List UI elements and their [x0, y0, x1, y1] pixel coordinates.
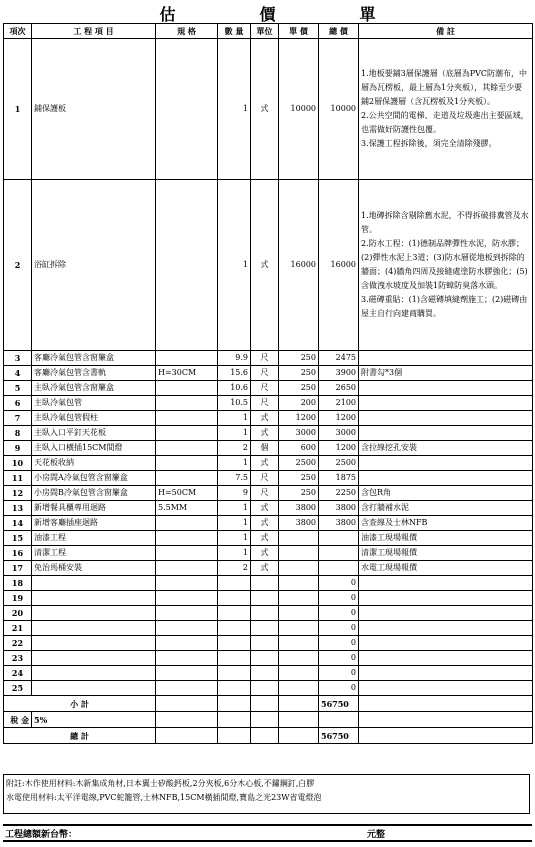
row-item: 主臥入口橫插15CM間燈: [32, 441, 156, 456]
row-price: 600: [279, 441, 319, 456]
table-row: [4, 486, 533, 501]
row-unit: [251, 681, 279, 696]
row-note: [359, 411, 533, 426]
row-qty: 1: [218, 426, 251, 441]
row-note: [359, 456, 533, 471]
row-unit: 尺: [251, 486, 279, 501]
row-spec: [156, 441, 218, 456]
row-unit: 式: [251, 516, 279, 531]
row-unit: [251, 591, 279, 606]
row-price: 250: [279, 486, 319, 501]
row-no: 10: [4, 456, 32, 471]
row-unit: 式: [251, 531, 279, 546]
row-item: 主臥入口平釘天花板: [32, 426, 156, 441]
row-item: 新增客廳插座迴路: [32, 516, 156, 531]
row-price: [279, 606, 319, 621]
row-spec: H=30CM: [156, 366, 218, 381]
row-total: 2250: [319, 486, 359, 501]
table-row: [4, 381, 533, 396]
row-unit: [251, 621, 279, 636]
table-row: [4, 366, 533, 381]
row-qty: 2: [218, 441, 251, 456]
subtotal-label: 小 計: [4, 696, 156, 712]
row-spec: [156, 426, 218, 441]
header-spec: 規 格: [156, 24, 218, 39]
footnote-line-1: 附註:木作使用材料:木新集成角材,日本翼士矽酸鈣板,2分夾板,6分木心板,不鏽鋼釘,白膠: [6, 779, 315, 788]
row-unit: 式: [251, 501, 279, 516]
row-item: 天花板收納: [32, 456, 156, 471]
table-row: [4, 531, 533, 546]
row-no: 3: [4, 351, 32, 366]
row-qty: [218, 576, 251, 591]
row-item: [32, 621, 156, 636]
row-spec: [156, 516, 218, 531]
row-price: 250: [279, 351, 319, 366]
tax-label: 稅 金: [4, 712, 32, 728]
row-total: 3800: [319, 516, 359, 531]
grand-blank: [251, 728, 279, 744]
row-price: 3800: [279, 516, 319, 531]
table-row: [4, 351, 533, 366]
row-no: 19: [4, 591, 32, 606]
row-item: 浴缸拆除: [32, 180, 156, 351]
project-total-line: [3, 824, 532, 842]
row-note: 含查線及士林NFB: [359, 516, 533, 531]
table-row: [4, 180, 533, 351]
header-item: 工 程 項 目: [32, 24, 156, 39]
table-row: [4, 651, 533, 666]
row-item: 主臥冷氣包管含窗簾盒: [32, 381, 156, 396]
row-qty: [218, 621, 251, 636]
row-no: 7: [4, 411, 32, 426]
row-note: [359, 681, 533, 696]
row-spec: [156, 39, 218, 180]
row-qty: [218, 591, 251, 606]
row-unit: 式: [251, 561, 279, 576]
header-qty: 數 量: [218, 24, 251, 39]
row-no: 6: [4, 396, 32, 411]
tax-blank: [279, 712, 319, 728]
row-total: 0: [319, 591, 359, 606]
row-unit: 尺: [251, 366, 279, 381]
table-row: [4, 666, 533, 681]
row-qty: 1: [218, 411, 251, 426]
row-unit: [251, 651, 279, 666]
row-total: 1200: [319, 441, 359, 456]
row-item: [32, 636, 156, 651]
row-qty: 7.5: [218, 471, 251, 486]
row-no: 5: [4, 381, 32, 396]
row-no: 21: [4, 621, 32, 636]
row-spec: [156, 531, 218, 546]
row-note: [359, 396, 533, 411]
project-total-label: 工程總額新台幣：: [5, 830, 78, 840]
row-spec: [156, 381, 218, 396]
grand-blank: [279, 728, 319, 744]
row-spec: H=50CM: [156, 486, 218, 501]
row-note: [359, 576, 533, 591]
row-qty: 1: [218, 39, 251, 180]
tax-blank: [251, 712, 279, 728]
row-qty: [218, 651, 251, 666]
subtotal-blank: [218, 696, 251, 712]
subtotal-value: 56750: [319, 696, 359, 712]
header-unit: 單位: [251, 24, 279, 39]
row-price: [279, 546, 319, 561]
row-price: 200: [279, 396, 319, 411]
summary-body: [4, 696, 533, 744]
row-spec: [156, 651, 218, 666]
grand-total-value: 56750: [319, 728, 359, 744]
row-qty: 1: [218, 180, 251, 351]
row-unit: [251, 666, 279, 681]
row-spec: [156, 591, 218, 606]
row-note: [359, 606, 533, 621]
table-row: [4, 396, 533, 411]
table-row: [4, 681, 533, 696]
header-price: 單 價: [279, 24, 319, 39]
row-note: [359, 621, 533, 636]
row-no: 12: [4, 486, 32, 501]
row-item: 免治馬桶安裝: [32, 561, 156, 576]
row-price: 16000: [279, 180, 319, 351]
table-row: [4, 39, 533, 180]
header-no: 項次: [4, 24, 32, 39]
row-total: 3800: [319, 501, 359, 516]
row-spec: [156, 666, 218, 681]
row-qty: 10.5: [218, 396, 251, 411]
row-note: [359, 636, 533, 651]
row-item: 清潔工程: [32, 546, 156, 561]
row-unit: 個: [251, 441, 279, 456]
row-no: 16: [4, 546, 32, 561]
title-char-1: 估: [159, 5, 176, 24]
row-note: [359, 471, 533, 486]
row-spec: [156, 576, 218, 591]
row-item: 新增餐具櫃專用迴路: [32, 501, 156, 516]
row-qty: 2: [218, 561, 251, 576]
row-item: 客廳冷氣包管含窗簾盒: [32, 351, 156, 366]
row-price: [279, 576, 319, 591]
row-note: 含打牆補水泥: [359, 501, 533, 516]
row-no: 15: [4, 531, 32, 546]
row-note: [359, 666, 533, 681]
row-qty: 1: [218, 501, 251, 516]
row-price: [279, 591, 319, 606]
row-price: [279, 561, 319, 576]
footnote-line-2: 水電使用材料:太平洋電線,PVC蛇籠管,士林NFB,15CM橫插間燈,寶島之光23W省電燈泡: [6, 793, 322, 802]
row-spec: [156, 546, 218, 561]
row-spec: [156, 411, 218, 426]
row-total: 16000: [319, 180, 359, 351]
row-no: 22: [4, 636, 32, 651]
project-total-unit: 元整: [367, 830, 386, 840]
row-spec: [156, 471, 218, 486]
row-price: 250: [279, 471, 319, 486]
table-body: [4, 39, 533, 696]
row-item: 油漆工程: [32, 531, 156, 546]
document-title: [0, 2, 535, 22]
row-price: 10000: [279, 39, 319, 180]
row-item: [32, 576, 156, 591]
row-note: [359, 651, 533, 666]
row-unit: 尺: [251, 471, 279, 486]
row-note: 附書勾*3個: [359, 366, 533, 381]
row-unit: 式: [251, 426, 279, 441]
subtotal-blank: [359, 696, 533, 712]
row-qty: [218, 681, 251, 696]
row-no: 14: [4, 516, 32, 531]
row-no: 1: [4, 39, 32, 180]
row-unit: 式: [251, 39, 279, 180]
table-row: [4, 621, 533, 636]
row-total: [319, 531, 359, 546]
row-price: [279, 636, 319, 651]
row-unit: [251, 606, 279, 621]
row-price: [279, 681, 319, 696]
row-item: 鋪保護板: [32, 39, 156, 180]
title-char-2: 價: [259, 5, 276, 24]
table-row: [4, 546, 533, 561]
row-total: 0: [319, 636, 359, 651]
row-price: [279, 621, 319, 636]
row-no: 11: [4, 471, 32, 486]
row-total: [319, 561, 359, 576]
row-spec: [156, 621, 218, 636]
row-total: 3000: [319, 426, 359, 441]
table-row: [4, 426, 533, 441]
row-note: 清潔工現場報價: [359, 546, 533, 561]
row-note: [359, 381, 533, 396]
row-unit: 尺: [251, 396, 279, 411]
row-note: 含包R角: [359, 486, 533, 501]
grand-blank: [156, 728, 218, 744]
tax-blank: [319, 712, 359, 728]
table-row: [4, 501, 533, 516]
row-item: [32, 666, 156, 681]
row-total: 2100: [319, 396, 359, 411]
row-total: 2500: [319, 456, 359, 471]
row-total: 3900: [319, 366, 359, 381]
row-total: 0: [319, 621, 359, 636]
header-row: [4, 24, 533, 39]
row-note: 油漆工現場報價: [359, 531, 533, 546]
row-no: 20: [4, 606, 32, 621]
row-item: [32, 606, 156, 621]
row-qty: 1: [218, 456, 251, 471]
row-total: 10000: [319, 39, 359, 180]
row-note: 水電工現場報價: [359, 561, 533, 576]
row-no: 23: [4, 651, 32, 666]
row-price: [279, 666, 319, 681]
tax-blank: [359, 712, 533, 728]
row-note: 1.地磚拆除含剔除舊水泥，不得拆破排糞管及水管。 2.防水工程：(1)德制品牌彈性水泥，防水膠；(2)彈性水泥上3道；(3)防水層從地板到拆除的牆面；(4)牆角四周及接縫處塗防水膠強化；(5)含做洩水坡度及加裝1防蟑防臭落水頭。 3.磁磚重貼：(1)含磁磚填縫劑施工；(2)磁磚由屋主自行向建商購買。: [359, 180, 533, 351]
table-row: [4, 516, 533, 531]
table-row: [4, 456, 533, 471]
grand-total-label: 總 計: [4, 728, 156, 744]
header-note: 備 註: [359, 24, 533, 39]
row-no: 17: [4, 561, 32, 576]
table-row: [4, 471, 533, 486]
row-item: 小房間A冷氣包管含窗簾盒: [32, 471, 156, 486]
table-row: [4, 411, 533, 426]
subtotal-row: [4, 696, 533, 712]
row-item: 小房間B冷氣包管含窗簾盒: [32, 486, 156, 501]
row-no: 9: [4, 441, 32, 456]
row-total: 0: [319, 651, 359, 666]
row-total: 2650: [319, 381, 359, 396]
row-spec: [156, 351, 218, 366]
subtotal-blank: [251, 696, 279, 712]
row-unit: 式: [251, 411, 279, 426]
row-no: 4: [4, 366, 32, 381]
row-total: 2475: [319, 351, 359, 366]
row-item: 主臥冷氣包管: [32, 396, 156, 411]
row-qty: 9: [218, 486, 251, 501]
row-qty: [218, 666, 251, 681]
row-spec: [156, 561, 218, 576]
row-qty: 15.6: [218, 366, 251, 381]
row-item: 客廳冷氣包管含書軌: [32, 366, 156, 381]
row-no: 8: [4, 426, 32, 441]
tax-blank: [218, 712, 251, 728]
subtotal-blank: [156, 696, 218, 712]
row-unit: [251, 576, 279, 591]
row-total: 0: [319, 666, 359, 681]
table-row: [4, 441, 533, 456]
row-spec: [156, 681, 218, 696]
header-total: 總 價: [319, 24, 359, 39]
grand-blank: [218, 728, 251, 744]
row-spec: [156, 456, 218, 471]
table-row: [4, 561, 533, 576]
subtotal-blank: [279, 696, 319, 712]
row-qty: 9.9: [218, 351, 251, 366]
row-total: 0: [319, 606, 359, 621]
row-no: 2: [4, 180, 32, 351]
row-unit: [251, 636, 279, 651]
row-spec: [156, 180, 218, 351]
row-item: 主臥冷氣包管假柱: [32, 411, 156, 426]
row-total: 1200: [319, 411, 359, 426]
row-item: [32, 651, 156, 666]
row-spec: [156, 636, 218, 651]
table-row: [4, 606, 533, 621]
row-qty: 1: [218, 546, 251, 561]
row-no: 18: [4, 576, 32, 591]
row-qty: [218, 606, 251, 621]
row-price: 3800: [279, 501, 319, 516]
row-note: [359, 591, 533, 606]
row-price: [279, 651, 319, 666]
row-total: 0: [319, 576, 359, 591]
row-spec: [156, 396, 218, 411]
row-total: 1875: [319, 471, 359, 486]
footnote: [3, 774, 530, 814]
row-unit: 式: [251, 546, 279, 561]
row-unit: 式: [251, 180, 279, 351]
row-price: 2500: [279, 456, 319, 471]
row-price: [279, 531, 319, 546]
row-qty: 1: [218, 516, 251, 531]
row-qty: 1: [218, 531, 251, 546]
row-note: 含拉線挖孔安裝: [359, 441, 533, 456]
quote-table: [3, 23, 533, 744]
row-total: 0: [319, 681, 359, 696]
row-no: 25: [4, 681, 32, 696]
row-spec: [156, 606, 218, 621]
row-price: 250: [279, 381, 319, 396]
row-note: [359, 426, 533, 441]
row-spec: 5.5MM: [156, 501, 218, 516]
row-price: 1200: [279, 411, 319, 426]
grand-total-row: [4, 728, 533, 744]
tax-row: [4, 712, 533, 728]
row-price: 3000: [279, 426, 319, 441]
row-unit: 尺: [251, 381, 279, 396]
grand-blank: [359, 728, 533, 744]
row-qty: [218, 636, 251, 651]
row-total: [319, 546, 359, 561]
row-note: 1.地板要鋪3層保護層（底層為PVC防潮布，中層為瓦楞板，最上層為1分夾板），其餘至少要鋪2層保護層（含瓦楞板及1分夾板）。 2.公共空間的電梯、走道及垃圾進出主要區域，也需做好防護性包覆。 3.保護工程拆除後，須完全清除殘膠。: [359, 39, 533, 180]
table-row: [4, 576, 533, 591]
row-price: 250: [279, 366, 319, 381]
row-no: 24: [4, 666, 32, 681]
tax-blank: [156, 712, 218, 728]
row-unit: 尺: [251, 351, 279, 366]
row-qty: 10.6: [218, 381, 251, 396]
tax-rate: 5%: [32, 712, 156, 728]
table-row: [4, 636, 533, 651]
row-item: [32, 681, 156, 696]
row-note: [359, 351, 533, 366]
table-row: [4, 591, 533, 606]
title-char-3: 單: [359, 5, 376, 24]
row-item: [32, 591, 156, 606]
row-no: 13: [4, 501, 32, 516]
row-unit: 式: [251, 456, 279, 471]
